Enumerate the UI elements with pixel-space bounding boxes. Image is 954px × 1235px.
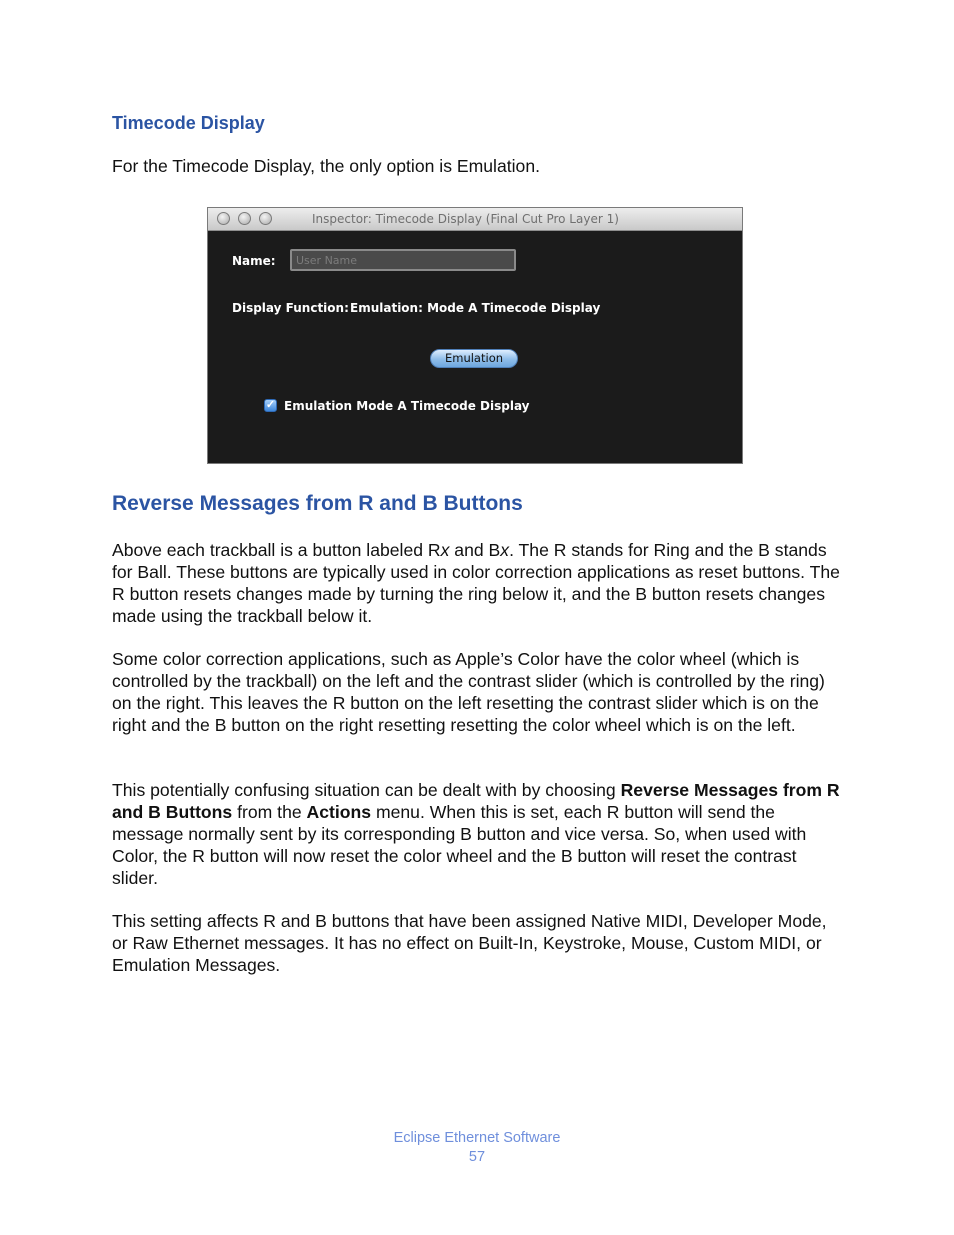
p1-text-c: . The R stands for Ring and the B stands for Ball. These buttons are typically used in color correction applications as reset buttons. The R button resets changes made by turning the ring below it, and the B button resets changes made using the trackball below it.: [112, 540, 840, 626]
p4-text: This setting affects R and B buttons that have been assigned Native MIDI, Developer Mode, or Raw Ethernet messages. It has no effect on Built-In, Keystroke, Mouse, Custom MIDI, or Emulation Messages.: [112, 911, 827, 975]
name-field[interactable]: [290, 249, 516, 271]
close-window-icon[interactable]: [217, 212, 230, 225]
paragraph-2: [112, 648, 842, 736]
paragraph-4: [112, 910, 842, 976]
emulation-button[interactable]: Emulation: [430, 349, 518, 368]
name-label: Name:: [232, 254, 276, 268]
emulation-mode-checkbox-label[interactable]: Emulation Mode A Timecode Display: [284, 399, 530, 413]
zoom-window-icon[interactable]: [259, 212, 272, 225]
p1-italic-x2: x: [500, 540, 510, 560]
footer-title: Eclipse Ethernet Software: [393, 1130, 561, 1146]
window-titlebar: [208, 208, 742, 231]
p3-text-b: from the: [232, 802, 307, 822]
page-number: 57: [468, 1149, 486, 1165]
display-function-label: Display Function:: [232, 301, 349, 315]
p2-text: Some color correction applications, such as Apple’s Color have the color wheel (which is controlled by the trackball) on the left and the contrast slider (which is controlled by the ring) on the right. This leaves the R button on the left resetting the contrast slider which is on the right and the B button on the right resetting resetting the color wheel which is on the left.: [112, 649, 825, 735]
p1-italic-x1: x: [440, 540, 450, 560]
inspector-window: [207, 207, 743, 464]
paragraph-1: [112, 539, 842, 627]
name-input[interactable]: [292, 252, 514, 270]
p3-text-a: This potentially confusing situation can be dealt with by choosing: [112, 780, 621, 800]
intro-paragraph: [112, 155, 842, 177]
paragraph-3: [112, 779, 842, 889]
p3-bold-menu-item: Reverse Messages from R and B Buttons: [112, 780, 840, 822]
intro-text: For the Timecode Display, the only option is Emulation.: [112, 156, 540, 176]
window-title: Inspector: Timecode Display (Final Cut Pro Layer 1): [312, 212, 619, 226]
display-function-value: Emulation: Mode A Timecode Display: [350, 301, 601, 315]
p3-bold-actions: Actions: [306, 802, 372, 822]
p3-text-c: menu. When this is set, each R button will send the message normally sent by its corresponding B button and vice versa. So, when used with Color, the R button will now reset the color wheel and the B button will reset the contrast slider.: [112, 802, 807, 888]
section-heading-reverse-messages: Reverse Messages from R and B Buttons: [112, 492, 523, 515]
section-heading-timecode-display: Timecode Display: [112, 113, 265, 133]
minimize-window-icon[interactable]: [238, 212, 251, 225]
p1-text-b: and B: [449, 540, 501, 560]
emulation-mode-checkbox[interactable]: ✓: [265, 399, 276, 411]
p1-text-a: Above each trackball is a button labeled R: [112, 540, 441, 560]
